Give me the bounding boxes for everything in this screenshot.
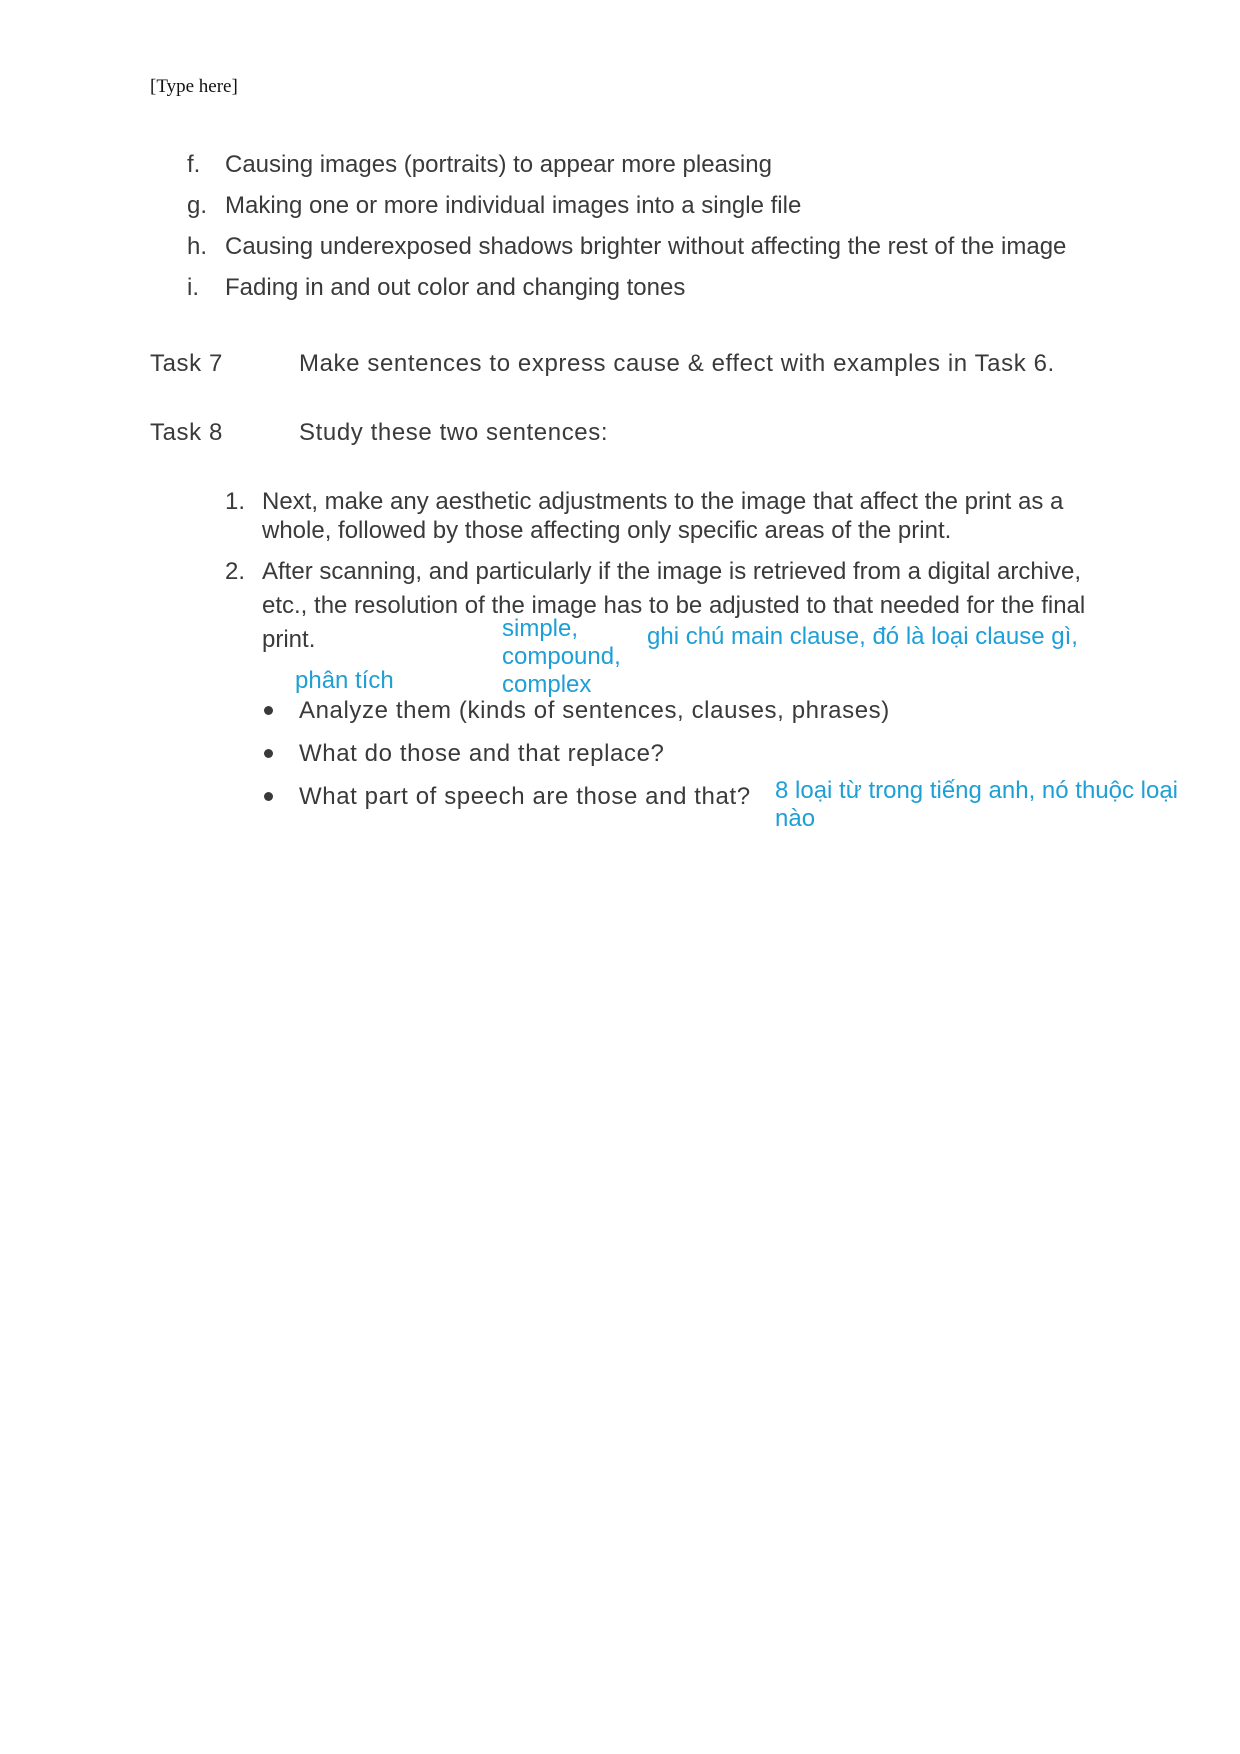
annotation-sentence-type: compound, (502, 643, 621, 670)
bullet-icon (264, 792, 273, 801)
sentence-line: whole, followed by those affecting only specific areas of the print. (262, 517, 952, 544)
question-item: Analyze them (kinds of sentences, clauses, phrases) (299, 697, 890, 724)
annotation-word-class: nào (775, 805, 816, 832)
bullet-icon (264, 749, 273, 758)
task8-instruction: Study these two sentences: (299, 419, 609, 446)
annotation-sentence-type: complex (502, 671, 592, 698)
header-placeholder: [Type here] (150, 76, 238, 97)
list-marker: i. (187, 274, 199, 301)
sentence-line: etc., the resolution of the image has to be adjusted to that needed for the final (262, 592, 1086, 619)
sentence-number: 2. (225, 558, 246, 585)
list-item-text: Fading in and out color and changing tones (225, 274, 686, 301)
annotation-main-clause: ghi chú main clause, đó là loại clause gì, (647, 623, 1078, 650)
bullet-icon (264, 706, 273, 715)
list-item-text: Causing images (portraits) to appear more pleasing (225, 151, 772, 178)
question-item: What part of speech are those and that? (299, 783, 751, 810)
sentence-line: print. (262, 626, 316, 653)
task8-label: Task 8 (150, 419, 223, 446)
list-item-text: Making one or more individual images into a single file (225, 192, 802, 219)
annotation-analyze: phân tích (295, 667, 394, 694)
list-marker: f. (187, 151, 201, 178)
sentence-number: 1. (225, 488, 246, 515)
task7-instruction: Make sentences to express cause & effect with examples in Task 6. (299, 350, 1055, 377)
sentence-line: Next, make any aesthetic adjustments to the image that affect the print as a (262, 488, 1064, 515)
task7-label: Task 7 (150, 350, 223, 377)
list-marker: h. (187, 233, 208, 260)
list-item-text: Causing underexposed shadows brighter without affecting the rest of the image (225, 233, 1067, 260)
list-marker: g. (187, 192, 208, 219)
sentence-line: After scanning, and particularly if the image is retrieved from a digital archive, (262, 558, 1082, 585)
question-item: What do those and that replace? (299, 740, 665, 767)
annotation-sentence-type: simple, (502, 615, 579, 642)
annotation-word-class: 8 loại từ trong tiếng anh, nó thuộc loại (775, 777, 1179, 804)
